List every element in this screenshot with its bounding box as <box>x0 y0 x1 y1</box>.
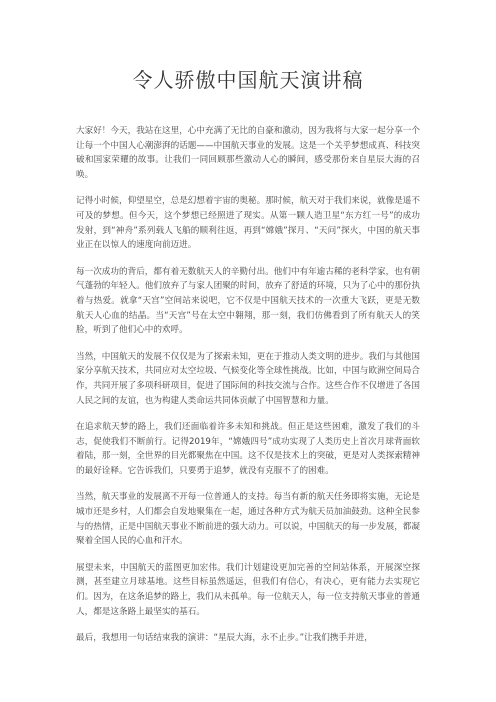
paragraph-3: 每一次成功的背后，都有着无数航天人的辛勤付出。他们中有年逾古稀的老科学家，也有朝气蓬勃的年轻人。他们放弃了与家人团聚的时间，放弃了舒适的环境，只为了心中的那份执着与热爱。就拿“天宫”空间站来说吧，它不仅是中国航天技术的一次重大飞跃，更是无数航天人心血的结晶。当“天宫”号在太空中翱翔，那一刻，我们仿佛看到了所有航天人的笑脸，听到了他们心中的欢呼。 <box>76 266 420 336</box>
paragraph-4: 当然，中国航天的发展不仅仅是为了探索未知，更在于推动人类文明的进步。我们与其他国家分享航天技术，共同应对太空垃圾、气候变化等全球性挑战。比如，中国与欧洲空间局合作，共同开展了多项科研项目，促进了国际间的科技交流与合作。这些合作不仅增进了各国人民之间的友谊，也为构建人类命运共同体贡献了中国智慧和力量。 <box>76 351 420 406</box>
document-title: 令人骄傲中国航天演讲稿 <box>132 68 364 92</box>
paragraph-1: 大家好！今天，我站在这里，心中充满了无比的自豪和激动，因为我将与大家一起分享一个让每一个中国人心潮澎湃的话题——中国航天事业的发展。这是一个关乎梦想成真、科技突破和国家荣耀的故事。让我们一同回顾那些激动人心的瞬间，感受那份来自星辰大海的召唤。 <box>76 126 420 180</box>
paragraph-8: 最后，我想用一句话结束我的演讲：“星辰大海，永不止步。”让我们携手并进， <box>76 633 373 644</box>
paragraph-5: 在追求航天梦的路上，我们还面临着许多未知和挑战。但正是这些困难，激发了我们的斗志，促使我们不断前行。记得2019年，“嫦娥四号”成功实现了人类历史上首次月球背面软着陆，那一刻，全世界的目光都聚焦在中国。这不仅是技术上的突破，更是对人类探索精神的最好诠释。它告诉我们，只要勇于追梦，就没有克服不了的困难。 <box>76 422 420 476</box>
document-body <box>76 124 420 658</box>
paragraph-6: 当然，航天事业的发展离不开每一位普通人的支持。每当有新的航天任务即将实施，无论是城市还是乡村，人们都会自发地聚集在一起，通过各种方式为航天员加油鼓劲。这种全民参与的热情，正是中国航天事业不断前进的强大动力。可以说，中国航天的每一步发展，都凝聚着全国人民的心血和汗水。 <box>76 492 420 547</box>
paragraph-2: 记得小时候，仰望星空，总是幻想着宇宙的奥秘。那时候，航天对于我们来说，就像是遥不可及的梦想。但今天，这个梦想已经照进了现实。从第一颗人造卫星“东方红一号”的成功发射，到“神舟”系列载人飞船的顺利往返，再到“嫦娥”探月、“天问”探火，中国的航天事业正在以惊人的速度向前迈进。 <box>76 196 420 251</box>
paragraph-7: 展望未来，中国航天的蓝图更加宏伟。我们计划建设更加完善的空间站体系，开展深空探测，甚至建立月球基地。这些目标虽然遥远，但我们有信心，有决心，更有能力去实现它们。因为，在这条追梦的路上，我们从未孤单。每一位航天人，每一位支持航天事业的普通人，都是这条路上最坚实的基石。 <box>76 562 420 617</box>
